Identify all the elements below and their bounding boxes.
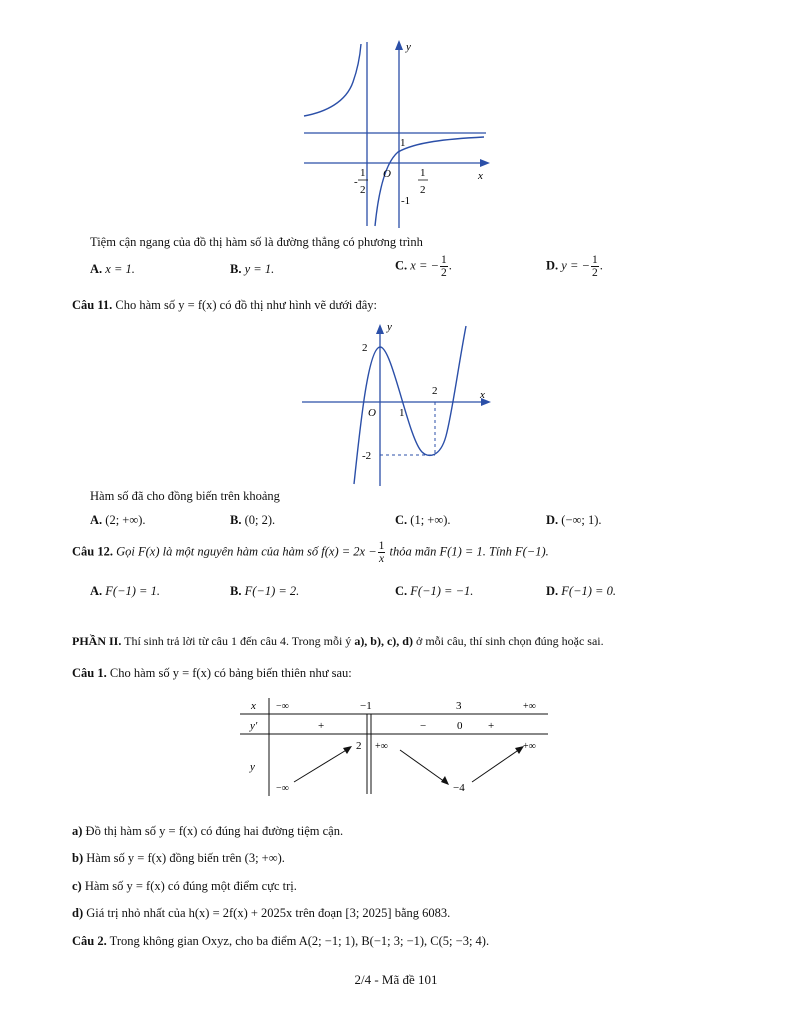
y-axis-arrow (376, 324, 384, 334)
graph1-tick-one: 1 (400, 137, 406, 149)
graph1-tick-neg-half-sign: - (354, 176, 358, 188)
table-y-pos-inf-left: +∞ (375, 741, 388, 752)
q11-option-c: C. (1; +∞). (395, 513, 451, 527)
q11-stem-line: Câu 11. Cho hàm số y = f(x) có đồ thị như hình vẽ dưới đây: (72, 298, 377, 312)
table-sign-minus: − (420, 720, 427, 732)
graph2-tick-2y: 2 (362, 342, 368, 354)
statement-a: a) Đồ thị hàm số y = f(x) có đúng hai đường tiệm cận. (72, 824, 344, 838)
variation-table (240, 694, 550, 798)
curve-right-branch (375, 137, 484, 226)
graph2-tick-1: 1 (399, 407, 405, 419)
table-x-neg-inf: −∞ (276, 701, 289, 712)
table-y-2: 2 (356, 740, 362, 752)
q10-option-b: B. y = 1. (230, 262, 275, 276)
table-arrow-down (400, 750, 445, 782)
graph1-tick-neg-one: -1 (401, 195, 411, 207)
q11-question: Hàm số đã cho đồng biến trên khoảng (90, 489, 280, 503)
graph1-tick-neg-half-num: 1 (360, 167, 366, 179)
q11-option-b: B. (0; 2). (230, 513, 276, 527)
table-x-pos-inf: +∞ (523, 701, 536, 712)
page-footer: 2/4 - Mã đề 101 (354, 972, 438, 987)
statement-b: b) Hàm số y = f(x) đồng biến trên (3; +∞). (72, 851, 285, 865)
y-axis-arrow (395, 40, 403, 50)
graph1-tick-neg-half-den: 2 (360, 184, 366, 196)
graph1-tick-half-den: 2 (420, 184, 426, 196)
table-x-3: 3 (456, 700, 462, 712)
q11-option-a: A. (2; +∞). (90, 513, 146, 527)
graph2-y-label: y (387, 321, 392, 333)
graph2-x-label: x (480, 389, 485, 401)
table-x-neg1: −1 (360, 700, 372, 712)
table-y-neg-inf: −∞ (276, 783, 289, 794)
graph1-origin: O (383, 168, 391, 180)
table-yprime-head: y′ (250, 720, 258, 732)
graph1-y-label: y (406, 41, 411, 53)
table-sign-zero: 0 (457, 720, 463, 732)
statement-c: c) Hàm số y = f(x) có đúng một điểm cực trị. (72, 879, 297, 893)
c1-stem-line: Câu 1. Cho hàm số y = f(x) có bảng biến thiên như sau: (72, 666, 352, 680)
c2-stem-line: Câu 2. Trong không gian Oxyz, cho ba điểm A(2; −1; 1), B(−1; 3; −1), C(5; −3; 4). (72, 934, 490, 948)
q12-option-a: A. F(−1) = 1. (90, 584, 160, 598)
q12-option-b: B. F(−1) = 2. (230, 584, 300, 598)
table-y-neg4: −4 (453, 782, 465, 794)
q11-option-d: D. (−∞; 1). (546, 513, 602, 527)
table-arrow-up-1 (294, 749, 348, 782)
table-sign-plus-1: + (318, 720, 325, 732)
q10-stem: Tiệm cận ngang của đồ thị hàm số là đường thẳng có phương trình (90, 235, 423, 249)
q10-option-a: A. x = 1. (90, 262, 135, 276)
statement-d: d) Giá trị nhỏ nhất của h(x) = 2f(x) + 2025x trên đoạn [3; 2025] bằng 6083. (72, 906, 451, 920)
q10-option-d: D. y = − $\frac{1}{2}$ . (546, 254, 603, 279)
x-axis-arrow (480, 159, 490, 167)
table-sign-plus-2: + (488, 720, 495, 732)
table-y-head: y (250, 761, 255, 773)
graph1-tick-half-num: 1 (420, 167, 426, 179)
q12-option-d: D. F(−1) = 0. (546, 584, 616, 598)
graph2-origin: O (368, 407, 376, 419)
table-arrow-up-2 (472, 749, 520, 782)
table-y-pos-inf-right: +∞ (523, 741, 536, 752)
q12-option-c: C. F(−1) = −1. (395, 584, 474, 598)
graph2-tick-2x: 2 (432, 385, 438, 397)
table-x-head: x (251, 700, 256, 712)
graph2-tick-neg2: -2 (362, 450, 372, 462)
graph1-x-label: x (478, 170, 483, 182)
curve-left-branch (304, 44, 361, 116)
part2-instructions: PHẦN II. Thí sinh trả lời từ câu 1 đến câu 4. Trong mỗi ý a), b), c), d) ở mỗi câu, thí sinh chọn đúng hoặc sai. (72, 634, 604, 648)
graph-cubic (298, 318, 498, 488)
q12-stem-line: Câu 12. Gọi F(x) là một nguyên hàm của hàm số f(x) = 2x − $\frac{1}{x}$ thỏa mãn F(1) = 1. Tính F(−1). (72, 540, 549, 565)
graph-hyperbola (296, 36, 496, 232)
q10-option-c: C. x = − $\frac{1}{2}$ . (395, 254, 452, 279)
